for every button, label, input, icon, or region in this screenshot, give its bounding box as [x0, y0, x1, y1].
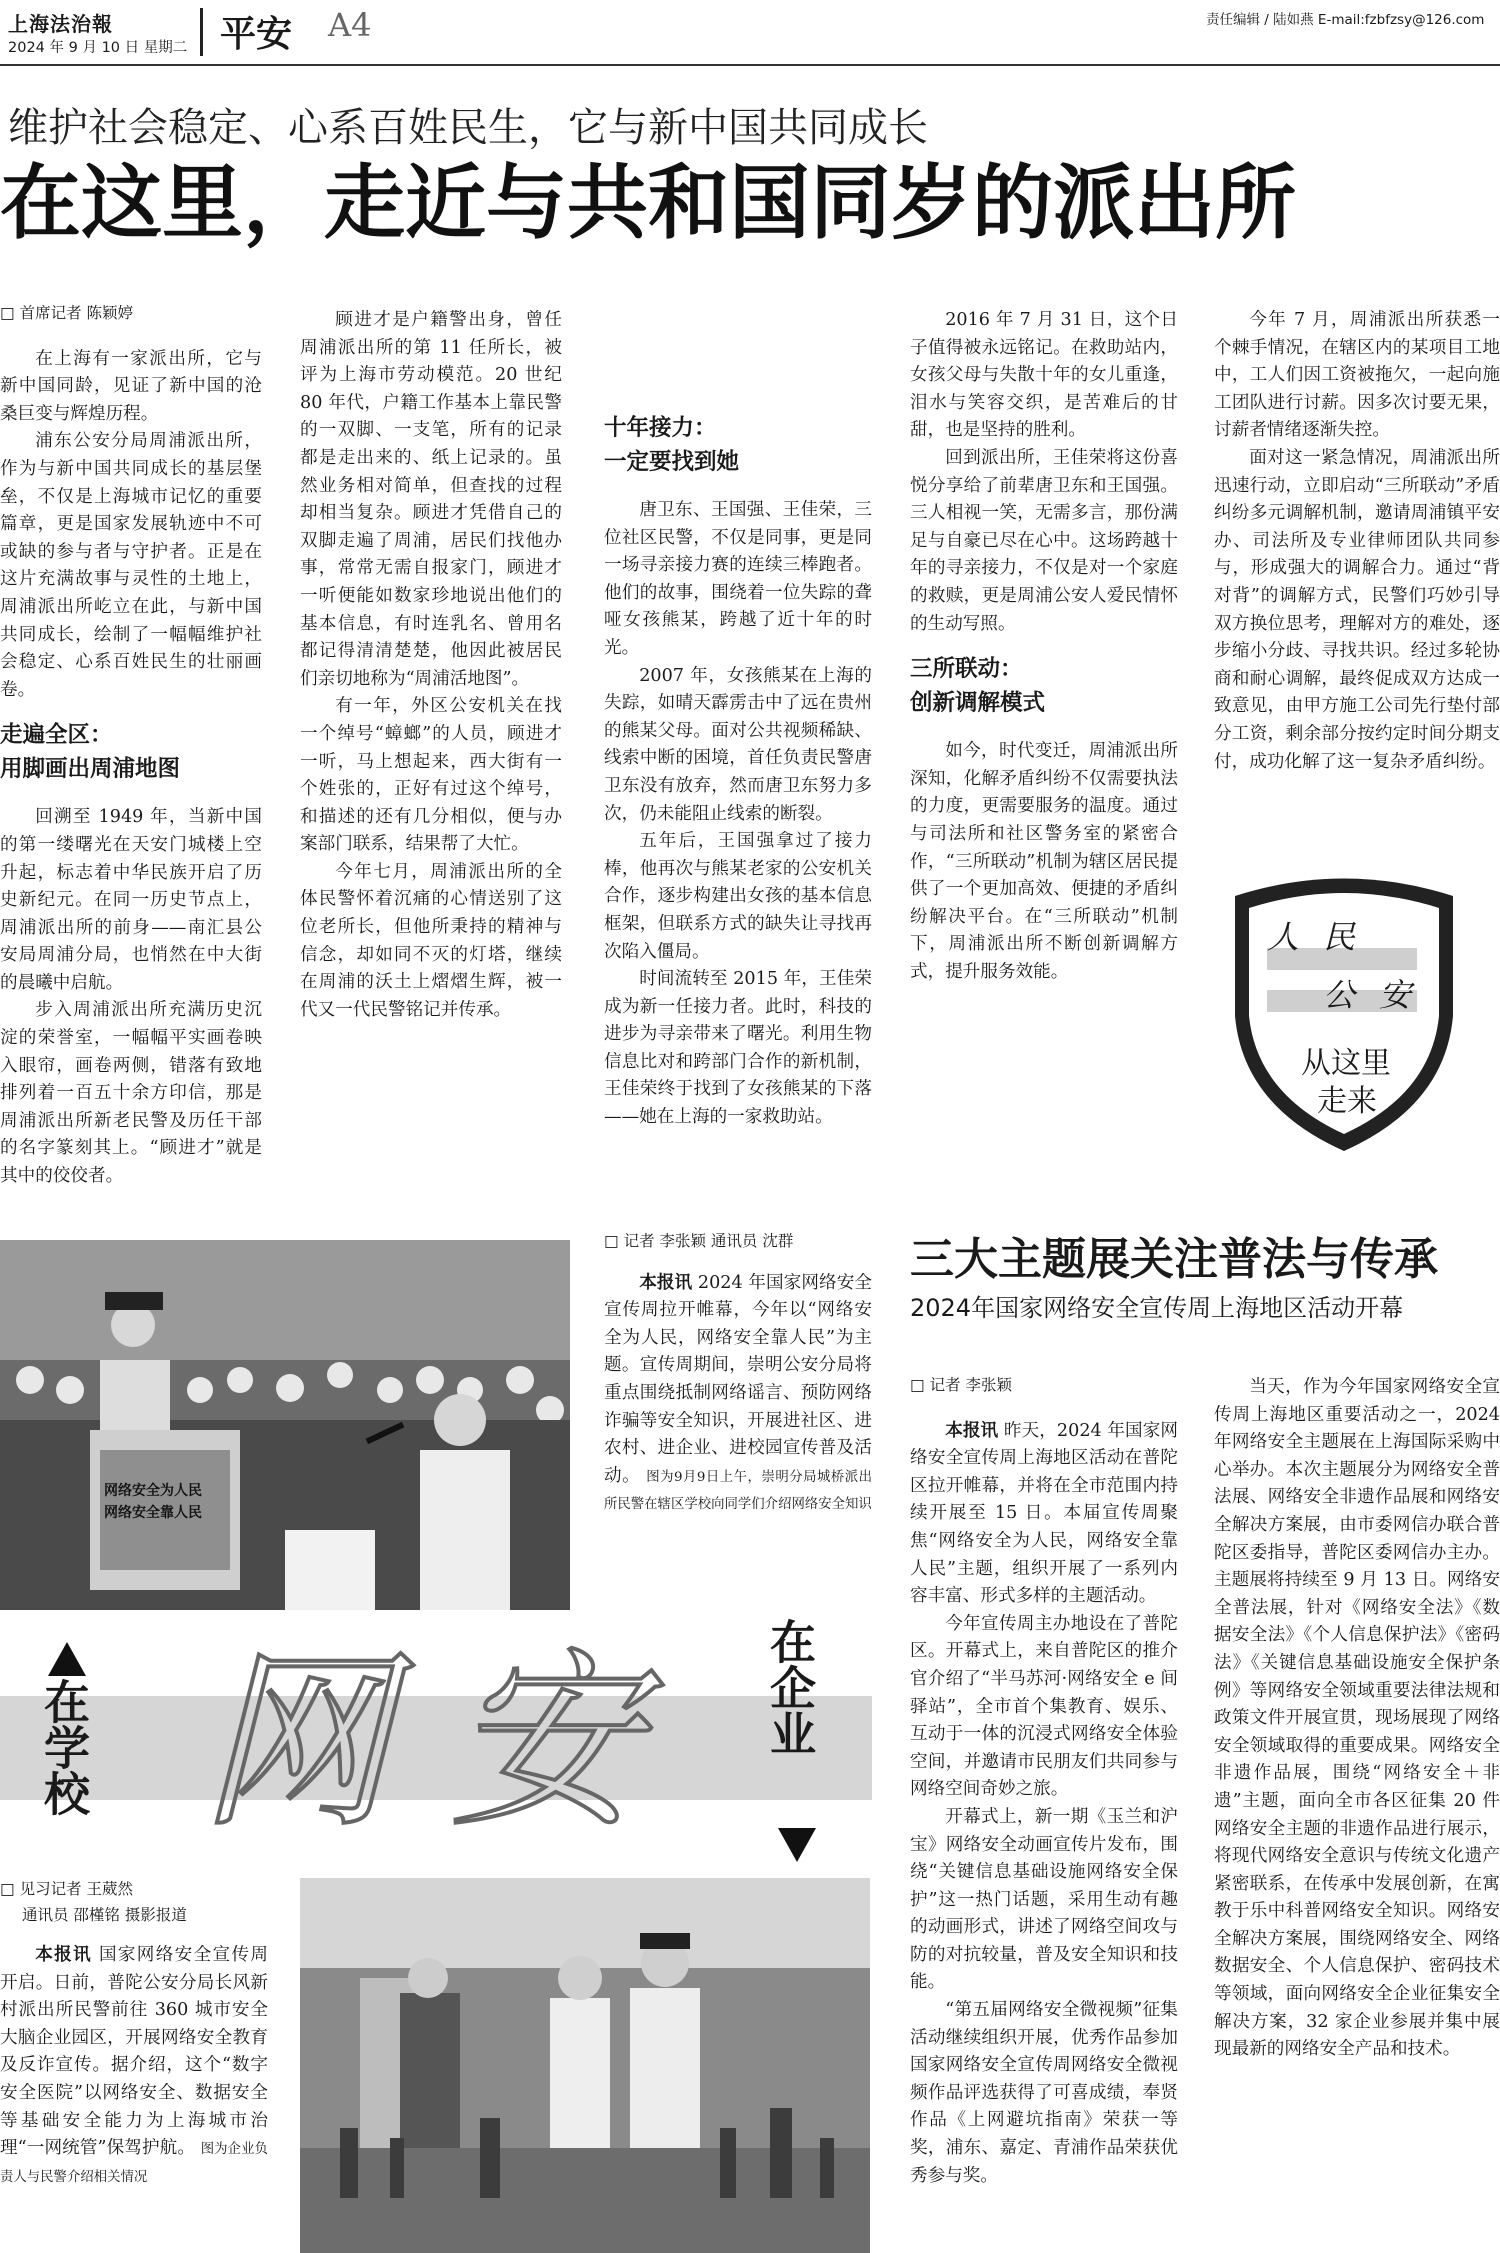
- banner-big-wang: 网: [200, 1632, 391, 1853]
- second-para-2: 今年宣传周主办地设在了普陀区。开幕式上，来自普陀区的推介官介绍了“半马苏河·网络安全 e 间驿站”，全市首个集教育、娱乐、互动于一体的沉浸式网络安全体验空间，并邀请市民朋友们共同参与网络空间奇妙之旅。: [910, 1613, 1178, 1800]
- lead-para-5: 顾进才是户籍警出身，曾任周浦派出所的第 11 任所长，被评为上海市劳动模范。20 世纪 80 年代，户籍工作基本上靠民警的一双脚、一支笔，所有的记录都是走出来的、纸上记录的。虽然业务相对简单，但查找的过程却相当复杂。顾进才凭借自己的双脚走遍了周浦，居民们找他办事，常常无需自报家门，顾进才一听便能如数家珍地说出他们的基本信息，有时连乳名、曾用名都记得清清楚楚，他因此被居民们亲切地称为“周浦活地图”。: [300, 310, 562, 689]
- lead-para-8: 唐卫东、王国强、王佳荣，三位社区民警，不仅是同事，更是同一场寻亲接力赛的连续三棒跑者。他们的故事，围绕着一位失踪的聋哑女孩熊某，跨越了近十年的时光。: [604, 500, 872, 658]
- lead-byline: □ 首席记者 陈颖婷: [0, 304, 134, 322]
- badge-text-from-here: 从这里: [1301, 1046, 1391, 1081]
- byline-box-icon: □: [910, 1376, 930, 1394]
- second-byline: □ 记者 李张颖: [910, 1376, 1013, 1394]
- lead-para-6: 有一年，外区公安机关在找一个绰号“蟑螂”的人员，顾进才一听，马上想起来，西大街有一个姓张的，正好有过这个绰号，和描述的还有几分相似，便与办案部门联系，结果帮了大忙。: [300, 696, 562, 855]
- lead-para-16: 面对这一紧急情况，周浦派出所迅速行动，立即启动“三所联动”矛盾纠纷多元调解机制，邀请周浦镇平安办、司法所及专业律师团队共同参与，形成强大的调解合力。通过“背对背”的调解方式，民警们巧妙引导双方换位思考，理解对方的难处，逐步缩小分歧、寻找共识。经过多轮协商和耐心调解，最终促成双方达成一致意见，由甲方施工公司先行垫付部分工资，剩余部分按约定时间分期支付，成功化解了这一复杂矛盾纠纷。: [1214, 447, 1500, 772]
- subhead-3: 三所联动： 创新调解模式: [910, 656, 1046, 717]
- second-lead: 本报讯: [945, 1420, 999, 1441]
- badge-text-police: 公安: [1323, 976, 1436, 1014]
- photo-enterprise-visit: [300, 1878, 870, 2253]
- lead-para-12: 2016 年 7 月 31 日，这个日子值得被永远铭记。在救助站内，女孩父母与失散十年的女儿重逢，泪水与笑容交织，是苦难后的甘甜，也是坚持的胜利。: [910, 310, 1178, 441]
- second-subheadline: 2024年国家网络安全宣传周上海地区活动开幕: [910, 1294, 1404, 1322]
- lead-para-4: 步入周浦派出所充满历史沉淀的荣誉室，一幅幅平实画卷映入眼帘，画卷两侧，错落有致地排列着一百五十余方印信，那是周浦派出所新老民警及历任干部的名字篆刻其上。“顾进才”就是其中的佼佼者。: [0, 1000, 262, 1187]
- school-story-column: [604, 1228, 872, 1608]
- school-story-byline: □ 记者 李张颖 通讯员 沈群: [604, 1232, 794, 1250]
- enterprise-story-lead: 本报讯: [35, 1945, 92, 1965]
- lead-column-2: [300, 307, 562, 1220]
- page-number: A4: [328, 6, 372, 44]
- second-column-2: [1214, 1374, 1500, 2253]
- newspaper-logo: 上海法治報: [8, 12, 113, 36]
- lead-para-13: 回到派出所，王佳荣将这份喜悦分享给了前辈唐卫东和王国强。三人相视一笑，无需多言，那份满足与自豪已尽在心中。这场跨越十年的寻亲接力，不仅是对一个家庭的救赎，更是周浦公安人爱民情怀的生动写照。: [910, 447, 1178, 634]
- lead-headline: 在这里，走近与共和国同岁的派出所: [0, 156, 1297, 251]
- lead-para-1: 在上海有一家派出所，它与新中国同龄，见证了新中国的沧桑巨变与辉煌历程。: [0, 348, 262, 424]
- down-arrow-icon: [778, 1828, 816, 1862]
- lead-para-9: 2007 年，女孩熊某在上海的失踪，如晴天霹雳击中了远在贵州的熊某父母。面对公共视频稀缺、线索中断的困境，首任负责民警唐卫东没有放弃，然而唐卫东努力多次，仍未能阻止线索的断裂。: [604, 665, 872, 824]
- second-para-1: 昨天，2024 年国家网络安全宣传周上海地区活动在普陀区拉开帷幕，并将在全市范围内持续开展至 15 日。本届宣传周聚焦“网络安全为人民，网络安全靠人民”主题，组织开展了一系列内容丰富、形式多样的主题活动。: [910, 1420, 1178, 1607]
- photo-board-text-2: 网络安全靠人民: [104, 1505, 202, 1521]
- second-para-4: “第五届网络安全微视频”征集活动继续组织开展，优秀作品参加国家网络安全宣传周网络安全微视频作品评选获得了可喜成绩，奉贤作品《上网避坑指南》荣获一等奖，浦东、嘉定、青浦作品荣获优秀参与奖。: [910, 2000, 1178, 2186]
- subhead-1: 走遍全区： 用脚画出周浦地图: [0, 722, 181, 783]
- lead-column-4: [910, 307, 1178, 1220]
- photo-school-police: [0, 1240, 570, 1610]
- subhead-2: 十年接力： 一定要找到她: [604, 415, 740, 475]
- school-story-text: 2024 年国家网络安全宣传周拉开帷幕，今年以“网络安全为人民，网络安全靠人民”为主题。宣传周期间，崇明公安分局将重点围绕抵制网络谣言、预防网络诈骗等安全知识，开展进社区、进农村、进企业、进校园宣传普及活动。: [604, 1272, 872, 1486]
- editor-line: 责任编辑 / 陆如燕 E-mail:fzbfzsy@126.com: [1206, 12, 1485, 28]
- masthead: [0, 0, 1500, 62]
- enterprise-photo-caption: 图为企业负责人与民警介绍相关情况: [0, 2142, 268, 2185]
- lead-kicker: 维护社会稳定、心系百姓民生，它与新中国共同成长: [8, 105, 928, 151]
- second-para-3: 开幕式上，新一期《玉兰和沪宝》网络安全动画宣传片发布，围绕“关键信息基础设施网络安全保护”这一热门话题，采用生动有趣的动画形式，讲述了网络空间攻与防的对抗较量，普及安全知识和技能。: [910, 1806, 1178, 1993]
- byline-box-icon: □: [0, 304, 20, 322]
- wangan-banner: [0, 1618, 872, 1863]
- banner-big-an: 安: [450, 1632, 641, 1853]
- masthead-divider: [200, 8, 203, 56]
- lead-para-10: 五年后，王国强拿过了接力棒，他再次与熊某老家的公安机关合作，逐步构建出女孩的基本信息框架，但联系方式的缺失让寻找再次陷入僵局。: [604, 831, 872, 962]
- enterprise-story-text: 国家网络安全宣传周开启。日前，普陀公安分局长风新村派出所民警前往 360 城市安全大脑企业园区，开展网络安全教育及反诈宣传。据介绍，这个“数字安全医院”以网络安全、数据安全等基础安全能力为上海城市治理“一网统管”保驾护航。: [0, 1945, 268, 2159]
- banner-at-school: 在学校: [37, 1678, 91, 1816]
- lead-para-15: 今年 7 月，周浦派出所获悉一个棘手情况，在辖区内的某项目工地中，工人们因工资被拖欠，一起向施工团队进行讨薪。因多次讨要无果，讨薪者情绪逐渐失控。: [1214, 310, 1500, 441]
- lead-para-14: 如今，时代变迁，周浦派出所深知，化解矛盾纠纷不仅需要执法的力度，更需要服务的温度。通过与司法所和社区警务室的紧密合作，“三所联动”机制为辖区居民提供了一个更加高效、便捷的矛盾纠纷解决平台。在“三所联动”机制下，周浦派出所不断创新调解方式，提升服务效能。: [910, 741, 1178, 982]
- police-shield-badge: [1215, 866, 1473, 1156]
- masthead-rule: [0, 64, 1500, 66]
- section-name: 平安: [220, 14, 293, 55]
- issue-date: 2024 年 9 月 10 日 星期二: [8, 40, 188, 56]
- second-para-5: 当天，作为今年国家网络安全宣传周上海地区重要活动之一，2024 年网络安全主题展在上海国际采购中心举办。本次主题展分为网络安全普法展、网络安全非遗作品展和网络安全解决方案展，由市委网信办联合普陀区委指导，普陀区委网信办主办。主题展将持续至 9 月 13 日。网络安全普法展，针对《网络安全法》《数据安全法》《个人信息保护法》《密码法》《关键信息基础设施安全保护条例》等网络安全领域重要法律法规和政策文件开展宣贯，现场展现了网络安全领域取得的重要成果。网络安全非遗作品展，围绕“网络安全＋非遗”主题，面向全市各区征集 20 件网络安全主题的非遗作品进行展示，将现代网络安全意识与传统文化遗产紧密联系，在传承中发展创新，在寓教于乐中科普网络安全知识。网络安全解决方案展，围绕网络安全、网络数据安全、个人信息保护、密码技术等领域，面向网络安全企业征集安全解决方案，32 家企业参展并集中展现最新的网络安全产品和技术。: [1214, 1377, 1500, 2060]
- lead-para-3: 回溯至 1949 年，当新中国的第一缕曙光在天安门城楼上空升起，标志着中华民族开启了历史新纪元。在同一历史节点上，周浦派出所的前身——南汇县公安局周浦分局，也悄然在中大街的晨曦中启航。: [0, 807, 262, 993]
- lead-para-2: 浦东公安分局周浦派出所，作为与新中国共同成长的基层堡垒，不仅是上海城市记忆的重要篇章，更是国家发展轨迹中不可或缺的参与者与守护者。正是在这片充满故事与灵性的土地上，周浦派出所屹立在此，与新中国共同成长，绘制了一幅幅维护社会稳定、心系百姓民生的壮丽画卷。: [0, 431, 262, 700]
- byline-box-icon: □: [0, 1880, 20, 1898]
- lead-para-11: 时间流转至 2015 年，王佳荣成为新一任接力者。此时，科技的进步为寻亲带来了曙光。利用生物信息比对和跨部门合作的新机制，王佳荣终于找到了女孩熊某的下落——她在上海的一家救助站。: [604, 969, 872, 1128]
- enterprise-story-byline: □ 见习记者 王葳然 通讯员 邵槿铭 摄影报道: [0, 1880, 187, 1924]
- lead-column-5: [1214, 307, 1500, 847]
- badge-text-people: 人民: [1267, 918, 1380, 956]
- banner-gray-band: [0, 1696, 872, 1800]
- lead-column-3: [604, 307, 872, 1220]
- second-column-1: [910, 1372, 1178, 2253]
- enterprise-story-column: [0, 1876, 268, 2253]
- school-photo-caption: 图为9月9日上午，崇明分局城桥派出所民警在辖区学校向同学们介绍网络安全知识: [604, 1469, 872, 1513]
- badge-text-came: 走来: [1317, 1084, 1377, 1119]
- banner-at-enterprise: 在企业: [763, 1618, 817, 1756]
- photo-board-text-1: 网络安全为人民: [104, 1483, 202, 1499]
- school-story-lead: 本报讯: [639, 1272, 693, 1293]
- second-headline: 三大主题展关注普法与传承: [910, 1234, 1438, 1285]
- lead-column-1: [0, 300, 262, 1220]
- byline-box-icon: □: [604, 1232, 624, 1250]
- up-arrow-icon: [48, 1642, 86, 1676]
- lead-para-7: 今年七月，周浦派出所的全体民警怀着沉痛的心情送别了这位老所长，但他所秉持的精神与信念，却如同不灭的灯塔，继续在周浦的沃土上熠熠生辉，被一代又一代民警铭记并传承。: [300, 861, 562, 1020]
